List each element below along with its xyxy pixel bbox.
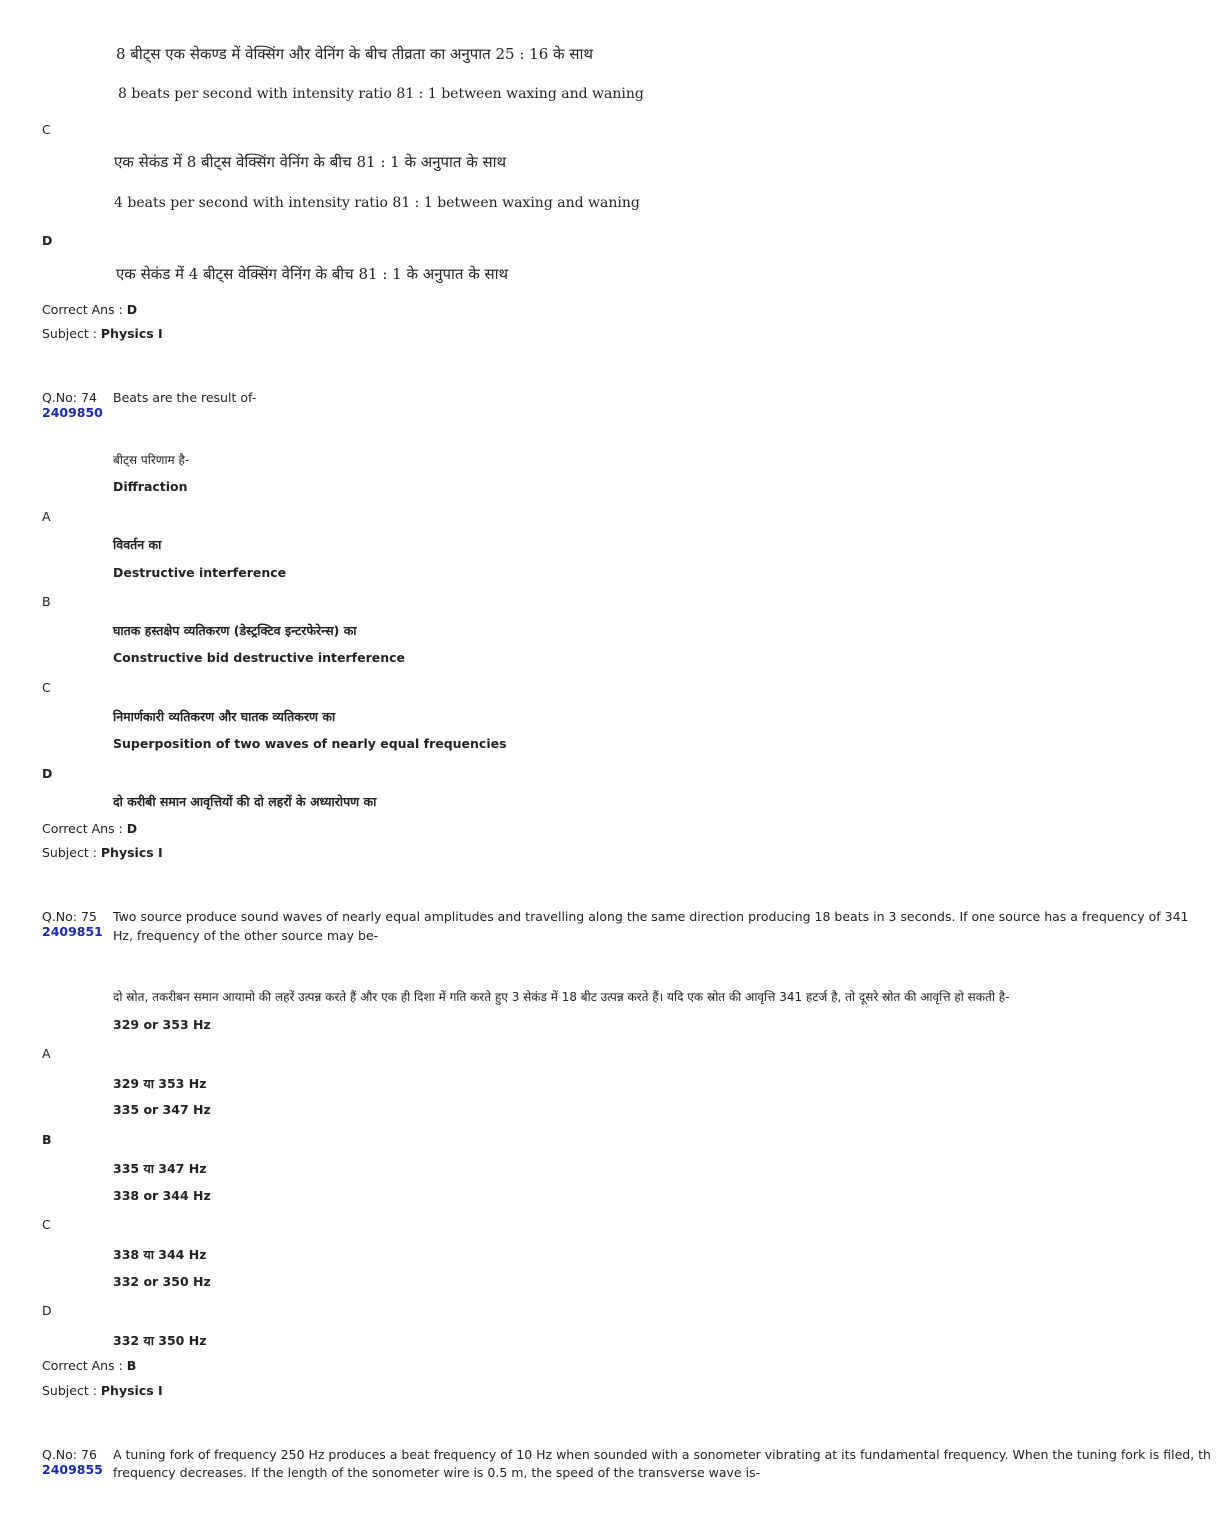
q76-id: 2409855	[42, 1462, 103, 1477]
q76-question-line-2: frequency decreases. If the length of the sonometer wire is 0.5 m, the speed of the transverse wave is-	[113, 1465, 761, 1480]
q75-id: 2409851	[42, 924, 103, 939]
q74-option-b-letter: B	[42, 594, 51, 609]
q74-option-d-hindi: दो करीबी समान आवृत्तियों की दो लहरों के अध्यारोपण का	[113, 794, 377, 809]
q74-option-d-letter: D	[42, 766, 53, 781]
q74-question-hindi: बीट्स परिणाम है-	[113, 453, 190, 467]
q74-option-c-hindi: निमार्णकारी व्यतिकरण और घातक व्यतिकरण का	[113, 709, 336, 724]
q73-option-c-letter: C	[42, 122, 51, 137]
correct-answer-label: Correct Ans :	[42, 821, 127, 836]
correct-answer-label: Correct Ans :	[42, 1358, 127, 1373]
q74-option-b-hindi: घातक हस्तक्षेप व्यतिकरण (डेस्ट्रक्टिव इन्टरफेरेन्स) का	[113, 623, 357, 638]
correct-answer-value: D	[126, 821, 138, 836]
q74-question-english: Beats are the result of-	[113, 390, 257, 405]
q76-question-line-1: A tuning fork of frequency 250 Hz produces a beat frequency of 10 Hz when sounded with a sonometer vibrating at its fundamental frequency. When the tuning fork is filed, th	[113, 1447, 1211, 1462]
q75-option-a-letter: A	[42, 1046, 51, 1061]
q75-option-c-hindi: 338 या 344 Hz	[113, 1247, 207, 1262]
q73-option-b-hindi: 8 बीट्स एक सेकण्ड में वेक्सिंग और वेनिंग के बीच तीव्रता का अनुपात 25 : 16 के साथ	[116, 45, 593, 63]
q74-option-a-hindi: विवर्तन का	[113, 537, 162, 552]
q74-option-d-english: Superposition of two waves of nearly equal frequencies	[113, 736, 507, 751]
subject-value: Physics I	[100, 1383, 163, 1398]
q76-number: Q.No: 76	[42, 1447, 97, 1462]
q73-option-d-letter: D	[42, 233, 53, 248]
q74-subject	[42, 845, 163, 860]
q74-correct-answer	[42, 821, 137, 836]
subject-label: Subject :	[42, 326, 101, 341]
subject-label: Subject :	[42, 1383, 101, 1398]
q75-option-d-english: 332 or 350 Hz	[113, 1274, 211, 1289]
q73-option-c-hindi: एक सेकंड में 8 बीट्स वेक्सिंग वेनिंग के बीच 81 : 1 के अनुपात के साथ	[114, 153, 507, 171]
q74-option-a-english: Diffraction	[113, 479, 188, 494]
q73-option-d-english: 4 beats per second with intensity ratio 81 : 1 between waxing and waning	[114, 195, 640, 211]
subject-value: Physics I	[100, 326, 163, 341]
q74-option-c-english: Constructive bid destructive interference	[113, 650, 406, 665]
q75-option-d-hindi: 332 या 350 Hz	[113, 1333, 207, 1348]
q74-id: 2409850	[42, 405, 103, 420]
q75-option-a-hindi: 329 या 353 Hz	[113, 1076, 207, 1091]
q75-number: Q.No: 75	[42, 909, 97, 924]
q75-correct-answer	[42, 1358, 136, 1373]
q75-option-b-letter: B	[42, 1132, 52, 1147]
q75-option-b-hindi: 335 या 347 Hz	[113, 1161, 207, 1176]
q75-question-hindi: दो स्रोत, तकरीबन समान आयामो की लहरें उत्पन्न करते हैं और एक ही दिशा में गति करते हुए 3 सेकंड में 18 बीट उत्पन्न करते हैं। यदि एक स्रोत की आवृत्ति 341 हटर्ज है, तो दूसरे स्रोत की आवृत्ति हो सकती है-	[113, 990, 1010, 1004]
correct-answer-label: Correct Ans :	[42, 302, 127, 317]
q73-correct-answer	[42, 302, 137, 317]
q74-option-b-english: Destructive interference	[113, 565, 287, 580]
q75-option-a-english: 329 or 353 Hz	[113, 1017, 211, 1032]
correct-answer-value: B	[126, 1358, 137, 1373]
q73-subject	[42, 326, 163, 341]
q74-option-a-letter: A	[42, 509, 51, 524]
q75-option-b-english: 335 or 347 Hz	[113, 1102, 211, 1117]
q75-option-c-english: 338 or 344 Hz	[113, 1188, 211, 1203]
q75-subject	[42, 1383, 163, 1398]
q74-option-c-letter: C	[42, 680, 51, 695]
q75-option-d-letter: D	[42, 1303, 52, 1318]
subject-label: Subject :	[42, 845, 101, 860]
q75-option-c-letter: C	[42, 1217, 51, 1232]
correct-answer-value: D	[126, 302, 138, 317]
q73-option-d-hindi: एक सेकंड में 4 बीट्स वेक्सिंग वेनिंग के बीच 81 : 1 के अनुपात के साथ	[116, 265, 509, 283]
q75-question-english: Two source produce sound waves of nearly equal amplitudes and travelling along the same direction producing 18 beats in 3 seconds. If one source has a frequency of 341 Hz, frequency of the other source may be-	[113, 909, 1189, 943]
q74-number: Q.No: 74	[42, 390, 97, 405]
subject-value: Physics I	[100, 845, 163, 860]
q73-option-c-english: 8 beats per second with intensity ratio 81 : 1 between waxing and waning	[118, 86, 644, 102]
